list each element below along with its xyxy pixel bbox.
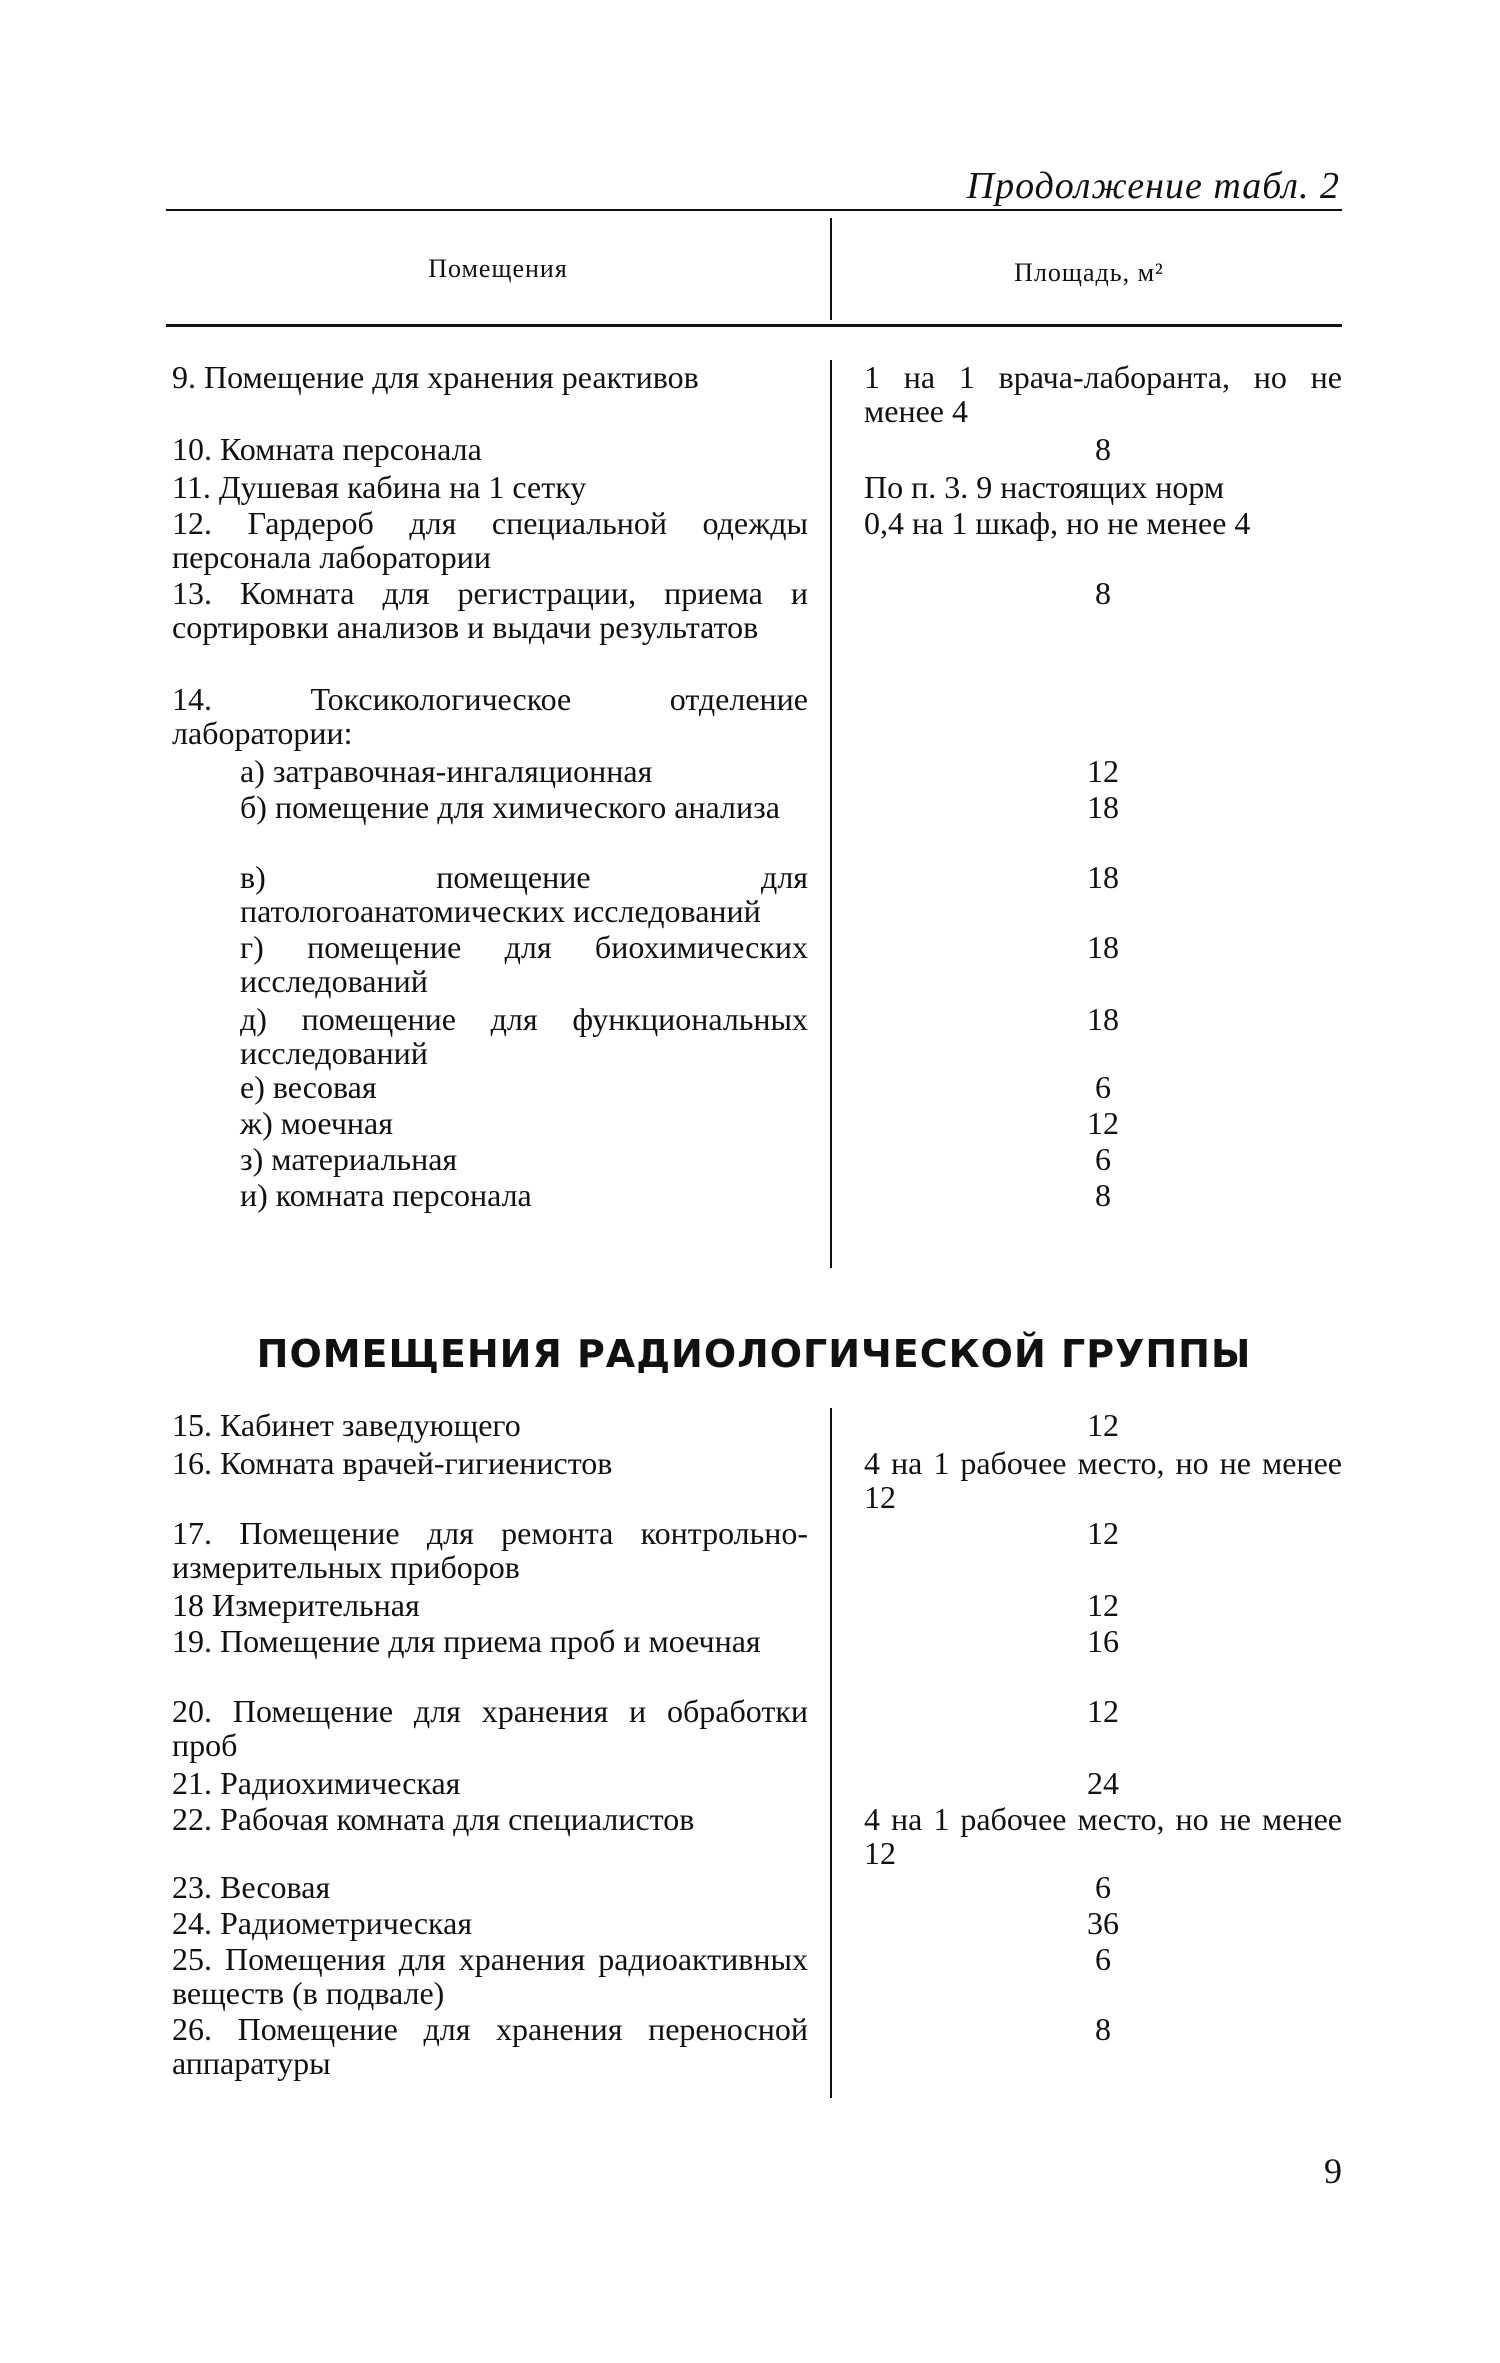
room-area: 12 — [1087, 753, 1119, 789]
room-name: 11. Душевая кабина на 1 сетку — [172, 469, 587, 505]
room-area: 18 — [1087, 929, 1119, 965]
room-name: г) помещение для биохимических исследований — [240, 929, 808, 999]
header-column-divider — [830, 218, 832, 320]
continuation-label: Продолжение табл. 2 — [966, 165, 1340, 207]
room-area: По п. 3. 9 настоящих норм — [864, 469, 1225, 505]
room-area: 16 — [1087, 1623, 1119, 1659]
room-area: 4 на 1 рабочее место, но не менее 12 — [864, 1445, 1342, 1515]
room-area: 0,4 на 1 шкаф, но не менее 4 — [864, 505, 1251, 541]
room-area: 12 — [1087, 1105, 1119, 1141]
room-name: 18 Измерительная — [172, 1587, 420, 1623]
room-name: 10. Комната персонала — [172, 431, 482, 467]
room-name: 23. Весовая — [172, 1869, 331, 1905]
header-rooms: Помещения — [428, 254, 568, 283]
section-title: ПОМЕЩЕНИЯ РАДИОЛОГИЧЕСКОЙ ГРУППЫ — [256, 1332, 1252, 1376]
room-area: 24 — [1087, 1765, 1119, 1801]
room-name: 21. Радиохимическая — [172, 1765, 461, 1801]
room-area: 4 на 1 рабочее место, но не менее 12 — [864, 1801, 1342, 1871]
room-name: е) весовая — [240, 1069, 377, 1105]
header-area: Площадь, м² — [1014, 258, 1164, 287]
room-name: 22. Рабочая комната для специалистов — [172, 1801, 695, 1837]
room-area: 6 — [1095, 1869, 1111, 1905]
room-name: 25. Помещения для хранения радиоактивных веществ (в подвале) — [172, 1941, 808, 2011]
room-area: 6 — [1095, 1141, 1111, 1177]
room-name: 13. Комната для регистрации, приема и сортировки анализов и выдачи результатов — [172, 575, 808, 645]
room-area: 18 — [1087, 859, 1119, 895]
room-name: 9. Помещение для хранения реактивов — [172, 359, 699, 395]
room-area: 12 — [1087, 1407, 1119, 1443]
column-divider-lab — [830, 360, 832, 1268]
room-name: 26. Помещение для хранения переносной аппаратуры — [172, 2011, 808, 2081]
column-divider-radiology — [830, 1408, 832, 2098]
room-area: 12 — [1087, 1693, 1119, 1729]
room-name: д) помещение для функциональных исследований — [240, 1001, 808, 1071]
room-name: б) помещение для химического анализа — [240, 789, 780, 825]
room-area: 8 — [1095, 431, 1111, 467]
room-name: 15. Кабинет заведующего — [172, 1407, 521, 1443]
room-area: 12 — [1087, 1515, 1119, 1551]
room-name: 14. Токсикологическое отделение лаборатории: — [172, 681, 808, 751]
room-name: 16. Комната врачей-гигиенистов — [172, 1445, 613, 1481]
room-name: 12. Гардероб для специальной одежды персонала лаборатории — [172, 505, 808, 575]
room-name: и) комната персонала — [240, 1177, 532, 1213]
room-name: 24. Радиометрическая — [172, 1905, 473, 1941]
room-name: а) затравочная-ингаляционная — [240, 753, 653, 789]
room-area: 18 — [1087, 789, 1119, 825]
room-area: 8 — [1095, 575, 1111, 611]
room-area: 8 — [1095, 2011, 1111, 2047]
table-top-rule — [166, 209, 1342, 211]
room-name: з) материальная — [240, 1141, 458, 1177]
room-area: 1 на 1 врача-лаборанта, но не менее 4 — [864, 359, 1342, 429]
room-name: 19. Помещение для приема проб и моечная — [172, 1623, 761, 1659]
room-area: 6 — [1095, 1941, 1111, 1977]
room-name: 20. Помещение для хранения и обработки проб — [172, 1693, 808, 1763]
header-bottom-rule — [166, 324, 1342, 327]
room-area: 36 — [1087, 1905, 1119, 1941]
room-area: 12 — [1087, 1587, 1119, 1623]
room-name: ж) моечная — [240, 1105, 393, 1141]
room-name: 17. Помещение для ремонта контрольно-измерительных приборов — [172, 1515, 808, 1585]
page-number: 9 — [1324, 2151, 1342, 2191]
room-area: 8 — [1095, 1177, 1111, 1213]
room-name: в) помещение для патологоанатомических исследований — [240, 859, 808, 929]
room-area: 18 — [1087, 1001, 1119, 1037]
room-area: 6 — [1095, 1069, 1111, 1105]
